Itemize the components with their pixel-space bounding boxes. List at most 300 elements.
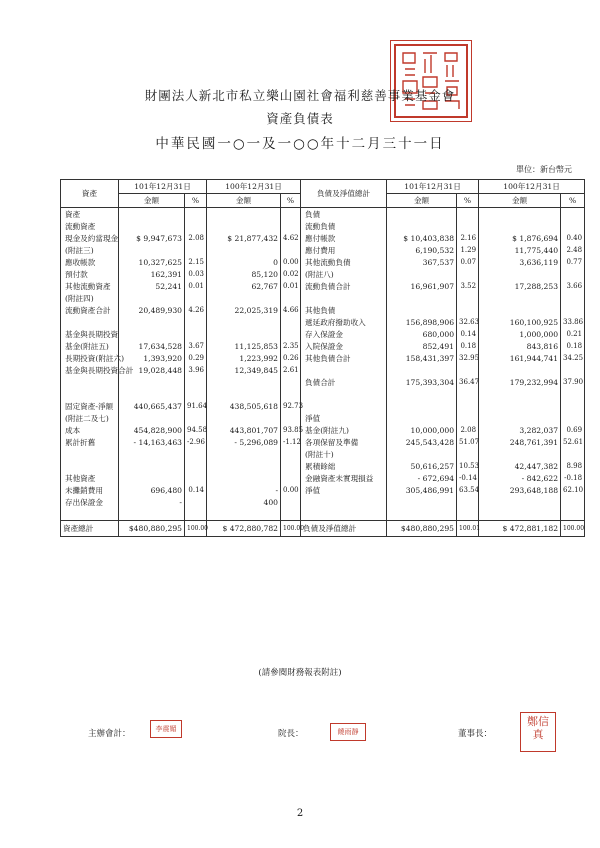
asset-amount-101: 19,028,448 (119, 364, 185, 376)
asset-amount-100 (207, 376, 281, 388)
accountant-label: 主辦會計： (88, 729, 131, 739)
asset-label: 未攤銷費用 (61, 484, 119, 496)
asset-amount-100 (207, 244, 281, 256)
asset-label: 預付款 (61, 268, 119, 280)
asset-amount-101: 20,489,930 (119, 304, 185, 316)
table-body (61, 208, 585, 521)
total-assets-100-pct: 100.00 (281, 521, 301, 537)
asset-amount-101: 52,241 (119, 280, 185, 292)
liability-label: 遞延政府撥助收入 (301, 316, 387, 328)
liability-pct-100 (561, 412, 585, 424)
chairman-seal: 鄭信真 (520, 712, 556, 752)
liability-amount-101: 156,898,906 (387, 316, 457, 328)
liability-amount-101: 852,491 (387, 340, 457, 352)
liability-amount-101: 16,961,907 (387, 280, 457, 292)
asset-pct-101 (185, 412, 207, 424)
percent-header: % (457, 194, 479, 208)
asset-label (61, 388, 119, 400)
amount-header: 金額 (207, 194, 281, 208)
table-row (61, 460, 585, 472)
liability-pct-100: 0.18 (561, 340, 585, 352)
asset-label (61, 508, 119, 521)
liability-amount-100: - 842,622 (479, 472, 561, 484)
liability-amount-100 (479, 448, 561, 460)
liability-amount-100: 248,761,391 (479, 436, 561, 448)
liability-pct-100 (561, 292, 585, 304)
asset-pct-101 (185, 316, 207, 328)
asset-label: 累計折舊 (61, 436, 119, 448)
liability-pct-100: 3.66 (561, 280, 585, 292)
asset-pct-101 (185, 460, 207, 472)
asset-pct-101: 91.64 (185, 400, 207, 412)
liability-pct-100: 34.25 (561, 352, 585, 364)
asset-label: 其他資產 (61, 472, 119, 484)
asset-pct-100 (281, 508, 301, 521)
asset-amount-100: 22,025,319 (207, 304, 281, 316)
liability-amount-100: 161,944,741 (479, 352, 561, 364)
asset-amount-100: 400 (207, 496, 281, 508)
asset-pct-101 (185, 244, 207, 256)
liability-label: 存入保證金 (301, 328, 387, 340)
liability-amount-101 (387, 508, 457, 521)
table-row (61, 292, 585, 304)
asset-amount-101 (119, 208, 185, 221)
organization-name: 財團法人新北市私立樂山園社會福利慈善事業基金會 (144, 88, 456, 103)
liability-pct-101: 2.16 (457, 232, 479, 244)
liabilities-header: 負債及淨值總計 (301, 180, 387, 208)
liability-amount-101: 680,000 (387, 328, 457, 340)
assets-header: 資產 (61, 180, 119, 208)
asset-pct-100: 0.02 (281, 268, 301, 280)
asset-pct-101 (185, 376, 207, 388)
asset-amount-101: 10,327,625 (119, 256, 185, 268)
liability-amount-101 (387, 364, 457, 376)
asset-pct-101: 0.29 (185, 352, 207, 364)
asset-amount-100: 62,767 (207, 280, 281, 292)
liability-pct-101 (457, 448, 479, 460)
director-seal: 饒雨靜 (330, 723, 366, 741)
asset-amount-101 (119, 328, 185, 340)
asset-pct-100: 0.00 (281, 256, 301, 268)
liability-amount-101 (387, 496, 457, 508)
notes-reference: (請參閱財務報表附註) (258, 668, 342, 678)
liability-amount-101: 367,537 (387, 256, 457, 268)
table-row (61, 208, 585, 221)
liability-pct-101 (457, 412, 479, 424)
table-row (61, 412, 585, 424)
liability-label: 淨值 (301, 412, 387, 424)
liability-label: (附註十) (301, 448, 387, 460)
asset-label: 流動資產合計 (61, 304, 119, 316)
asset-pct-100 (281, 376, 301, 388)
asset-label: 成本 (61, 424, 119, 436)
year1-header-assets: 101年12月31日 (119, 180, 207, 194)
liability-label: 應付帳款 (301, 232, 387, 244)
amount-header: 金額 (479, 194, 561, 208)
report-title: 資產負債表 (266, 111, 334, 126)
liability-pct-101: 0.18 (457, 340, 479, 352)
percent-header: % (281, 194, 301, 208)
liability-pct-101: -0.14 (457, 472, 479, 484)
liability-amount-101: 305,486,991 (387, 484, 457, 496)
asset-pct-100: 2.61 (281, 364, 301, 376)
asset-label: 基金(附註五) (61, 340, 119, 352)
liability-pct-100: 62.10 (561, 484, 585, 496)
total-assets-label: 資產總計 (61, 521, 119, 537)
liability-amount-101 (387, 208, 457, 221)
liability-pct-101 (457, 364, 479, 376)
liability-label (301, 292, 387, 304)
liability-pct-101: 3.52 (457, 280, 479, 292)
liability-pct-101: 0.14 (457, 328, 479, 340)
liability-amount-101: 50,616,257 (387, 460, 457, 472)
liability-label: 負債 (301, 208, 387, 221)
percent-header: % (185, 194, 207, 208)
chairman-label: 董事長： (458, 729, 493, 739)
year2-header-liab: 100年12月31日 (479, 180, 585, 194)
asset-amount-101 (119, 460, 185, 472)
liability-pct-100: -0.18 (561, 472, 585, 484)
table-row (61, 328, 585, 340)
asset-amount-101: 454,828,900 (119, 424, 185, 436)
liability-label: 其他流動負債 (301, 256, 387, 268)
liability-amount-100 (479, 292, 561, 304)
liability-pct-101 (457, 304, 479, 316)
director-label: 院長： (278, 729, 304, 739)
asset-label: 資產 (61, 208, 119, 221)
accountant-seal: 李震媚 (150, 720, 182, 738)
asset-amount-100: 11,125,853 (207, 340, 281, 352)
asset-amount-101 (119, 376, 185, 388)
liability-amount-100: 42,447,382 (479, 460, 561, 472)
asset-pct-100 (281, 460, 301, 472)
total-liab-101: $480,880,295 (387, 521, 457, 537)
liability-pct-101 (457, 388, 479, 400)
liability-pct-101 (457, 400, 479, 412)
asset-amount-100 (207, 508, 281, 521)
year1-header-liab: 101年12月31日 (387, 180, 479, 194)
liability-amount-100 (479, 364, 561, 376)
asset-pct-101 (185, 328, 207, 340)
asset-label (61, 316, 119, 328)
liability-amount-101: 10,000,000 (387, 424, 457, 436)
liability-amount-100 (479, 304, 561, 316)
liability-pct-101: 32.95 (457, 352, 479, 364)
asset-pct-101: 4.26 (185, 304, 207, 316)
asset-pct-100 (281, 328, 301, 340)
liability-label: 累積餘絀 (301, 460, 387, 472)
liability-pct-100: 37.90 (561, 376, 585, 388)
asset-pct-100: 0.00 (281, 484, 301, 496)
total-assets-101: $480,880,295 (119, 521, 185, 537)
asset-pct-100: 92.73 (281, 400, 301, 412)
liability-pct-101 (457, 292, 479, 304)
asset-label: 基金與長期投資 (61, 328, 119, 340)
table-row (61, 508, 585, 521)
liability-label (301, 388, 387, 400)
total-assets-100: $ 472,880,782 (207, 521, 281, 537)
asset-pct-101: -2.96 (185, 436, 207, 448)
liability-label (301, 364, 387, 376)
asset-amount-101: 162,391 (119, 268, 185, 280)
asset-amount-100 (207, 292, 281, 304)
asset-pct-101 (185, 508, 207, 521)
liability-amount-101 (387, 388, 457, 400)
asset-pct-100: 93.85 (281, 424, 301, 436)
asset-pct-100: 4.62 (281, 232, 301, 244)
asset-pct-100 (281, 496, 301, 508)
table-row (61, 268, 585, 280)
asset-amount-100: 0 (207, 256, 281, 268)
liability-amount-101: 6,190,532 (387, 244, 457, 256)
total-row (61, 521, 585, 537)
asset-pct-100: 4.66 (281, 304, 301, 316)
amount-header: 金額 (387, 194, 457, 208)
liability-pct-100: 52.61 (561, 436, 585, 448)
liability-label: 淨值 (301, 484, 387, 496)
liability-amount-100 (479, 208, 561, 221)
asset-amount-100: - 5,296,089 (207, 436, 281, 448)
report-date: 中華民國一○一及一○○年十二月三十一日 (155, 136, 445, 152)
asset-pct-100 (281, 220, 301, 232)
liability-pct-100: 0.69 (561, 424, 585, 436)
liability-amount-100: 843,816 (479, 340, 561, 352)
asset-pct-101 (185, 388, 207, 400)
asset-amount-101: 17,634,528 (119, 340, 185, 352)
liability-pct-100: 0.21 (561, 328, 585, 340)
table-row (61, 316, 585, 328)
asset-amount-100 (207, 460, 281, 472)
liability-pct-100 (561, 268, 585, 280)
liability-pct-101: 1.29 (457, 244, 479, 256)
liability-amount-101 (387, 412, 457, 424)
asset-amount-101 (119, 388, 185, 400)
liability-pct-100 (561, 388, 585, 400)
liability-amount-101 (387, 220, 457, 232)
asset-amount-101 (119, 448, 185, 460)
asset-amount-100 (207, 412, 281, 424)
asset-pct-100 (281, 448, 301, 460)
liability-amount-100: 160,100,925 (479, 316, 561, 328)
liability-pct-100 (561, 508, 585, 521)
liability-pct-100: 0.77 (561, 256, 585, 268)
liability-pct-101: 32.63 (457, 316, 479, 328)
asset-pct-101: 3.96 (185, 364, 207, 376)
liability-pct-100 (561, 364, 585, 376)
asset-amount-101 (119, 316, 185, 328)
liability-label: 金融資產未實現損益 (301, 472, 387, 484)
asset-amount-100: 12,349,845 (207, 364, 281, 376)
table-row (61, 400, 585, 412)
total-assets-101-pct: 100.00 (185, 521, 207, 537)
year2-header-assets: 100年12月31日 (207, 180, 301, 194)
asset-label: 流動資產 (61, 220, 119, 232)
asset-pct-101 (185, 496, 207, 508)
liability-pct-100: 0.40 (561, 232, 585, 244)
asset-label (61, 460, 119, 472)
table-row (61, 232, 585, 244)
table-row (61, 340, 585, 352)
asset-label: 基金與長期投資合計 (61, 364, 119, 376)
asset-amount-100: $ 21,877,432 (207, 232, 281, 244)
asset-amount-100 (207, 448, 281, 460)
asset-amount-101: - 14,163,463 (119, 436, 185, 448)
liability-label: 應付費用 (301, 244, 387, 256)
asset-amount-101: - (119, 496, 185, 508)
liability-pct-101 (457, 208, 479, 221)
liability-amount-100 (479, 400, 561, 412)
asset-pct-100 (281, 472, 301, 484)
asset-pct-100 (281, 412, 301, 424)
asset-amount-101 (119, 244, 185, 256)
liability-amount-100: 17,288,253 (479, 280, 561, 292)
liability-amount-100 (479, 220, 561, 232)
table-row (61, 472, 585, 484)
amount-header: 金額 (119, 194, 185, 208)
liability-amount-100 (479, 508, 561, 521)
liability-amount-100 (479, 268, 561, 280)
asset-pct-100 (281, 388, 301, 400)
liability-pct-100 (561, 304, 585, 316)
liability-amount-101: 158,431,397 (387, 352, 457, 364)
liability-amount-100: 179,232,994 (479, 376, 561, 388)
table-row (61, 424, 585, 436)
asset-amount-101 (119, 508, 185, 521)
liability-pct-101: 10.53 (457, 460, 479, 472)
liability-pct-101: 63.54 (457, 484, 479, 496)
table-row (61, 376, 585, 388)
liability-pct-101: 0.07 (457, 256, 479, 268)
liability-amount-100: 11,775,440 (479, 244, 561, 256)
asset-pct-100: 0.01 (281, 280, 301, 292)
asset-pct-101: 0.14 (185, 484, 207, 496)
asset-label: 現金及約當現金 (61, 232, 119, 244)
liability-label: 其他負債 (301, 304, 387, 316)
asset-pct-101 (185, 292, 207, 304)
liability-pct-100: 8.98 (561, 460, 585, 472)
liability-amount-100: 293,648,188 (479, 484, 561, 496)
asset-amount-100: 438,505,618 (207, 400, 281, 412)
asset-amount-100 (207, 316, 281, 328)
asset-pct-101: 0.03 (185, 268, 207, 280)
asset-amount-100 (207, 220, 281, 232)
table-row (61, 256, 585, 268)
liability-amount-100 (479, 412, 561, 424)
liability-amount-100: 3,636,119 (479, 256, 561, 268)
asset-amount-101 (119, 220, 185, 232)
asset-amount-101 (119, 412, 185, 424)
liability-label: 流動負債合計 (301, 280, 387, 292)
asset-pct-100 (281, 208, 301, 221)
asset-amount-101: $ 9,947,673 (119, 232, 185, 244)
table-row (61, 484, 585, 496)
table-row (61, 364, 585, 376)
liability-amount-101: 175,393,304 (387, 376, 457, 388)
liability-amount-100: $ 1,876,694 (479, 232, 561, 244)
asset-pct-101: 2.08 (185, 232, 207, 244)
liability-label: 流動負債 (301, 220, 387, 232)
liability-amount-101 (387, 268, 457, 280)
asset-amount-101 (119, 472, 185, 484)
liability-amount-101 (387, 448, 457, 460)
liability-amount-100 (479, 388, 561, 400)
currency-unit: 單位：新台幣元 (516, 165, 572, 174)
asset-amount-100 (207, 388, 281, 400)
asset-label: 長期投資(附註六) (61, 352, 119, 364)
liability-amount-100: 1,000,000 (479, 328, 561, 340)
liability-label: 入院保證金 (301, 340, 387, 352)
liability-pct-101 (457, 508, 479, 521)
liability-label: 各項保留及準備 (301, 436, 387, 448)
asset-pct-101: 0.01 (185, 280, 207, 292)
liability-pct-101 (457, 268, 479, 280)
liability-pct-100 (561, 208, 585, 221)
asset-pct-100 (281, 244, 301, 256)
page-number: 2 (296, 808, 304, 819)
asset-pct-101 (185, 208, 207, 221)
asset-amount-100 (207, 472, 281, 484)
asset-pct-101 (185, 472, 207, 484)
liability-label (301, 496, 387, 508)
asset-pct-100: -1.12 (281, 436, 301, 448)
asset-label: 存出保證金 (61, 496, 119, 508)
liability-label: 其他負債合計 (301, 352, 387, 364)
asset-amount-100: 1,223,992 (207, 352, 281, 364)
table-row (61, 436, 585, 448)
liability-pct-100: 33.86 (561, 316, 585, 328)
liability-label (301, 508, 387, 521)
liability-amount-101 (387, 400, 457, 412)
liability-label: 基金(附註九) (301, 424, 387, 436)
liability-pct-100: 2.48 (561, 244, 585, 256)
asset-pct-100: 0.26 (281, 352, 301, 364)
header-row-years (61, 180, 585, 194)
liability-amount-101: $ 10,403,838 (387, 232, 457, 244)
asset-label: (附註三) (61, 244, 119, 256)
liability-pct-100 (561, 448, 585, 460)
liability-amount-101: - 672,694 (387, 472, 457, 484)
asset-amount-101: 696,480 (119, 484, 185, 496)
liability-pct-101: 51.07 (457, 436, 479, 448)
asset-label: 應收帳款 (61, 256, 119, 268)
table-row (61, 388, 585, 400)
asset-label: 固定資產-淨額 (61, 400, 119, 412)
asset-pct-101 (185, 220, 207, 232)
asset-pct-101: 3.67 (185, 340, 207, 352)
total-liab-100-pct: 100.00 (561, 521, 585, 537)
liability-pct-100 (561, 400, 585, 412)
liability-pct-101 (457, 220, 479, 232)
liability-pct-101 (457, 496, 479, 508)
asset-amount-100 (207, 208, 281, 221)
asset-amount-101: 440,665,437 (119, 400, 185, 412)
percent-header: % (561, 194, 585, 208)
asset-amount-100: 443,801,707 (207, 424, 281, 436)
liability-amount-100: 3,282,037 (479, 424, 561, 436)
asset-pct-101 (185, 448, 207, 460)
asset-label (61, 376, 119, 388)
table-row (61, 244, 585, 256)
liability-amount-101: 245,543,428 (387, 436, 457, 448)
total-liab-100: $ 472,881,182 (479, 521, 561, 537)
balance-sheet-table (60, 179, 585, 537)
asset-pct-101: 2.15 (185, 256, 207, 268)
asset-amount-101 (119, 292, 185, 304)
asset-pct-100: 2.35 (281, 340, 301, 352)
table-row (61, 280, 585, 292)
asset-amount-100 (207, 328, 281, 340)
table-row (61, 304, 585, 316)
